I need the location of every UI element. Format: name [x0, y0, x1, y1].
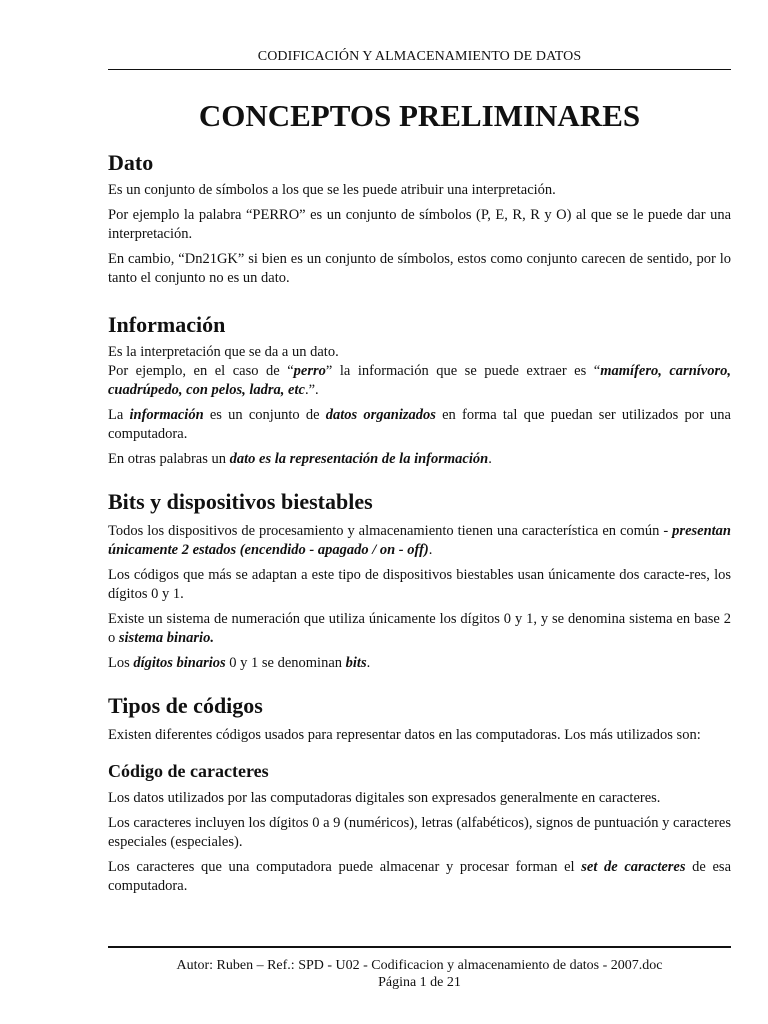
emphasis-set-caracteres: set de caracteres	[581, 859, 686, 875]
emphasis-bits: bits	[345, 655, 367, 671]
dato-paragraph-2: Por ejemplo la palabra “PERRO” es un conjunto de símbolos (P, E, R, R y O) al que se le puede dar una interpretación.	[108, 207, 731, 242]
emphasis-dos-estados: presentan únicamente 2 estados (encendido - apagado / on - off)	[108, 523, 731, 558]
text-run: ” la información que se puede extraer es “	[325, 363, 601, 379]
text-run: de esa computadora.	[108, 859, 732, 894]
section-heading-dato: Dato	[108, 150, 154, 175]
text-run: en forma tal que puedan ser utilizados por una computadora.	[108, 407, 731, 442]
tipos-paragraph-1: Existen diferentes códigos usados para representar datos en las computadoras. Los más utilizados son:	[108, 727, 701, 743]
text-run: En otras palabras un	[108, 451, 230, 467]
informacion-paragraph-3	[108, 406, 731, 444]
footer-page-number: Página 1 de 21	[378, 975, 461, 990]
bits-paragraph-1	[108, 522, 731, 560]
footer-author-ref: Autor: Ruben – Ref.: SPD - U02 - Codificacion y almacenamiento de datos - 2007.doc	[176, 958, 663, 973]
informacion-paragraph-2	[108, 362, 731, 400]
emphasis-dato-representacion: dato es la representación de la información	[229, 451, 489, 467]
running-header: CODIFICACIÓN Y ALMACENAMIENTO DE DATOS	[257, 49, 582, 64]
page-content	[108, 96, 731, 902]
text-run: Todos los dispositivos de procesamiento y almacenamiento tienen una característica en común -	[108, 523, 673, 539]
bits-paragraph-4	[108, 654, 731, 673]
section-heading-tipos: Tipos de códigos	[108, 693, 263, 718]
text-run: Por ejemplo, en el caso de “	[108, 363, 294, 379]
subsection-heading-codigo-caracteres: Código de caracteres	[108, 761, 269, 781]
text-run: La	[108, 407, 130, 423]
emphasis-perro: perro	[293, 363, 326, 379]
emphasis-datos-organizados: datos organizados	[325, 407, 436, 423]
footer-rule	[108, 946, 731, 948]
caracteres-paragraph-2: Los caracteres incluyen los dígitos 0 a 9 (numéricos), letras (alfabéticos), signos de puntuación y caracteres especiales (especiales).	[108, 815, 731, 850]
section-heading-bits: Bits y dispositivos biestables	[108, 489, 373, 514]
bits-paragraph-3	[108, 610, 731, 648]
emphasis-attributes: mamífero, carnívoro, cuadrúpedo, con pelos, ladra, etc	[108, 363, 731, 398]
text-run: 0 y 1 se denominan	[225, 655, 346, 671]
caracteres-paragraph-1: Los datos utilizados por las computadoras digitales son expresados generalmente en caracteres.	[108, 790, 661, 806]
text-run: Los caracteres que una computadora puede almacenar y procesar forman el	[108, 859, 582, 875]
page-title: CONCEPTOS PRELIMINARES	[198, 98, 641, 133]
emphasis-sistema-binario: sistema binario.	[118, 630, 214, 646]
bits-paragraph-2: Los códigos que más se adaptan a este tipo de dispositivos biestables usan únicamente dos caracte-res, los dígitos 0 y 1.	[108, 567, 731, 602]
text-run: .	[428, 542, 433, 558]
caracteres-paragraph-3	[108, 858, 731, 896]
text-run: es un conjunto de	[203, 407, 326, 423]
emphasis-informacion: información	[129, 407, 204, 423]
text-run: .	[366, 655, 371, 671]
section-heading-informacion: Información	[108, 312, 226, 337]
text-run: .	[488, 451, 492, 467]
informacion-paragraph-4	[108, 450, 731, 469]
text-run: Existe un sistema de numeración que utiliza únicamente los dígitos 0 y 1, y se denomina sistema en base 2 o	[108, 611, 731, 646]
page-footer	[108, 957, 731, 991]
dato-paragraph-3: En cambio, “Dn21GK” si bien es un conjunto de símbolos, estos como conjunto carecen de sentido, por lo tanto el conjunto no es un dato.	[108, 251, 731, 286]
header-rule	[108, 69, 731, 70]
dato-paragraph-1: Es un conjunto de símbolos a los que se les puede atribuir una interpretación.	[108, 182, 556, 198]
informacion-paragraph-1: Es la interpretación que se da a un dato.	[108, 344, 339, 360]
text-run: .”.	[304, 382, 319, 398]
text-run: Los	[108, 655, 134, 671]
emphasis-digitos-binarios: dígitos binarios	[133, 655, 226, 671]
